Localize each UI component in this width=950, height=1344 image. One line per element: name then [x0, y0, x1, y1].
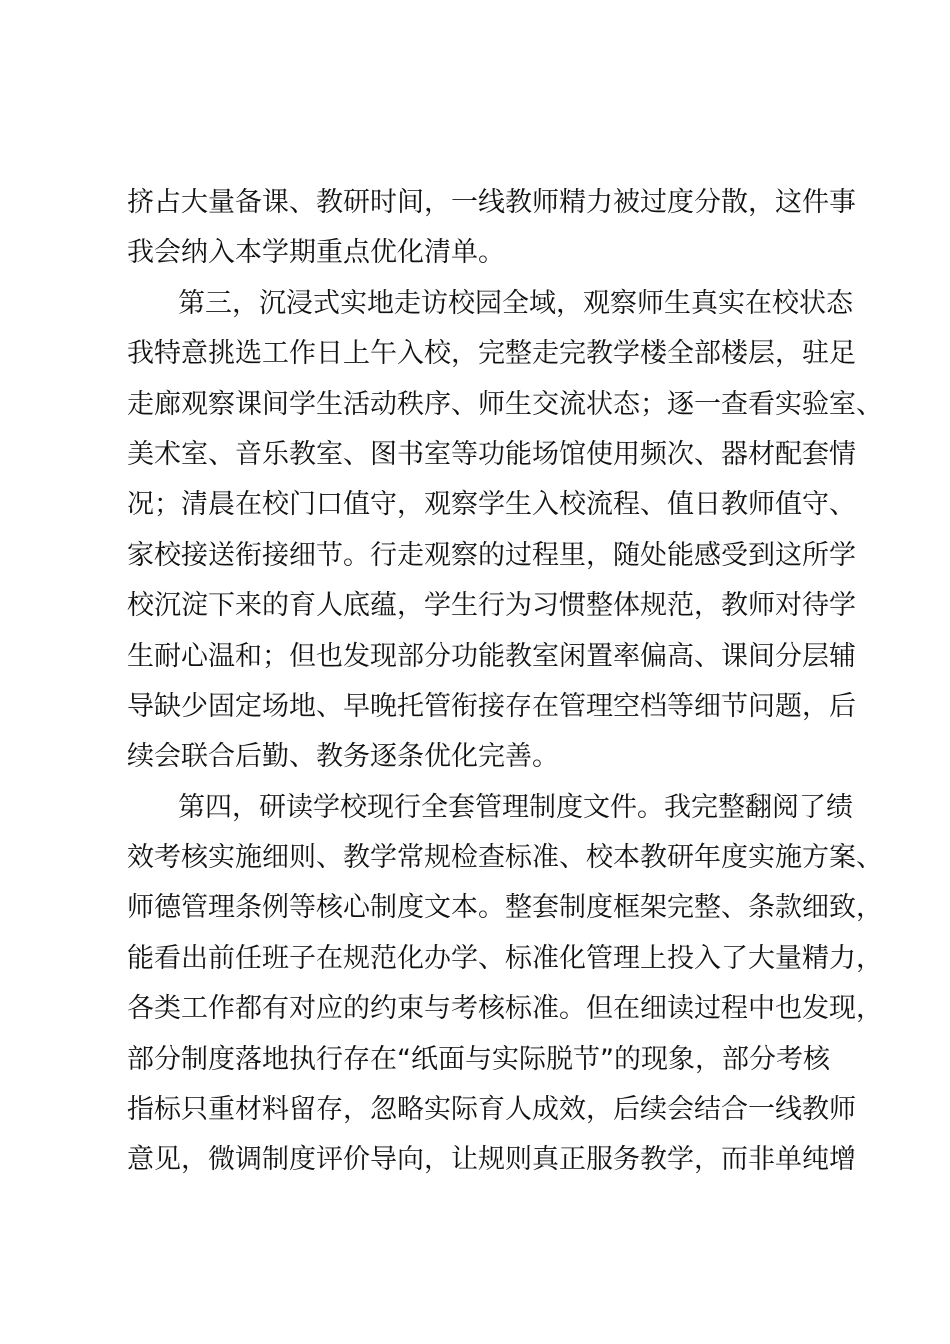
text-line: 家校接送衔接细节。行走观察的过程里，随处能感受到这所学: [127, 539, 856, 571]
text-line: 况；清晨在校门口值守，观察学生入校流程、值日教师值守、: [127, 489, 856, 521]
text-line: 部分制度落地执行存在“纸面与实际脱节”的现象，部分考核: [127, 1043, 830, 1075]
paragraph-start-line: 第三，沉浸式实地走访校园全域，观察师生真实在校状态: [178, 287, 853, 319]
text-line: 意见，微调制度评价导向，让规则真正服务教学，而非单纯增: [127, 1144, 856, 1176]
text-line: 挤占大量备课、教研时间，一线教师精力被过度分散，这件事: [127, 187, 856, 218]
text-line: 导缺少固定场地、早晚托管衔接存在管理空档等细节问题，后: [127, 690, 856, 722]
text-line: 校沉淀下来的育人底蕴，学生行为习惯整体规范，教师对待学: [127, 590, 856, 622]
text-line: 能看出前任班子在规范化办学、标准化管理上投入了大量精力，: [127, 942, 883, 974]
text-line: 美术室、音乐教室、图书室等功能场馆使用频次、器材配套情: [127, 438, 856, 470]
text-line: 师德管理条例等核心制度文本。整套制度框架完整、条款细致，: [127, 892, 883, 924]
text-line: 我特意挑选工作日上午入校，完整走完教学楼全部楼层，驻足: [127, 338, 856, 370]
text-line: 走廊观察课间学生活动秩序、师生交流状态；逐一查看实验室、: [127, 388, 883, 420]
body-text: [127, 178, 883, 1186]
text-line: 效考核实施细则、教学常规检查标准、校本教研年度实施方案、: [127, 842, 883, 874]
text-line: 各类工作都有对应的约束与考核标准。但在细读过程中也发现，: [127, 993, 883, 1025]
text-line: 指标只重材料留存，忽略实际育人成效，后续会结合一线教师: [127, 1094, 856, 1126]
text-line: 我会纳入本学期重点优化清单。: [127, 237, 505, 269]
paragraph-start-line: 第四，研读学校现行全套管理制度文件。我完整翻阅了绩: [178, 791, 853, 823]
text-line: 续会联合后勤、教务逐条优化完善。: [127, 741, 559, 773]
text-line: 生耐心温和；但也发现部分功能教室闲置率偏高、课间分层辅: [127, 640, 856, 672]
